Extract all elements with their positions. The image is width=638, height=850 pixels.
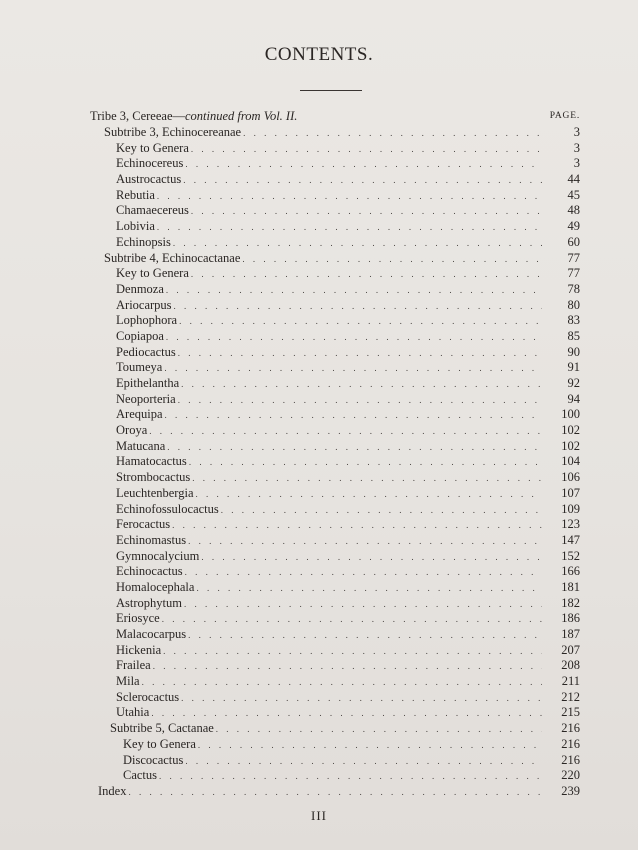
toc-entry-label: Hamatocactus bbox=[116, 454, 187, 469]
toc-entry-page: 3 bbox=[573, 125, 580, 139]
tribe-prefix: Tribe 3, Cereeae— bbox=[90, 109, 185, 123]
toc-entry-page: 77 bbox=[567, 250, 580, 265]
toc-entry bbox=[90, 627, 580, 643]
toc-entry bbox=[90, 235, 580, 251]
toc-entry-label: Oroya bbox=[116, 423, 148, 438]
toc-entry-label: Toumeya bbox=[116, 360, 163, 375]
dot-leader bbox=[174, 299, 542, 315]
toc-entry-page: 48 bbox=[567, 203, 580, 218]
toc-entry bbox=[90, 313, 580, 329]
toc-header bbox=[90, 109, 580, 125]
toc-entry-label: Austrocactus bbox=[116, 172, 182, 187]
toc-entry-page: 85 bbox=[567, 328, 580, 343]
toc-entry-page: 102 bbox=[561, 423, 580, 438]
dot-leader bbox=[184, 597, 542, 613]
dot-leader bbox=[185, 157, 542, 173]
dot-leader bbox=[183, 173, 542, 189]
toc-entry bbox=[90, 517, 580, 533]
toc-entry-page: 60 bbox=[567, 234, 580, 249]
dot-leader bbox=[166, 330, 542, 346]
dot-leader bbox=[196, 487, 542, 503]
dot-leader bbox=[192, 471, 542, 487]
dot-leader bbox=[191, 204, 542, 220]
toc-entry bbox=[90, 784, 580, 800]
toc-entry bbox=[90, 502, 580, 518]
title-rule bbox=[300, 90, 362, 91]
toc-entry-label: Rebutia bbox=[116, 187, 155, 202]
dot-leader bbox=[172, 518, 542, 534]
toc-entry bbox=[90, 721, 580, 737]
toc-entry bbox=[90, 737, 580, 753]
toc-entry-page: 212 bbox=[561, 689, 580, 704]
toc-entry bbox=[90, 392, 580, 408]
dot-leader bbox=[153, 659, 542, 675]
toc-entry-page: 92 bbox=[567, 376, 580, 390]
toc-entry-page: 107 bbox=[561, 485, 580, 500]
toc-entry-page: 186 bbox=[561, 611, 580, 626]
toc-entry-page: 80 bbox=[567, 297, 580, 312]
toc-entry bbox=[90, 753, 580, 769]
toc-entry-page: 220 bbox=[561, 768, 580, 783]
toc-entry-page: 215 bbox=[561, 705, 580, 720]
toc-entry bbox=[90, 439, 580, 455]
toc-entry bbox=[90, 564, 580, 580]
dot-leader bbox=[178, 346, 542, 362]
toc-entry bbox=[90, 407, 580, 423]
toc-entry bbox=[90, 705, 580, 721]
dot-leader bbox=[201, 550, 542, 566]
toc-list bbox=[90, 125, 580, 800]
dot-leader bbox=[191, 142, 542, 158]
toc-entry bbox=[90, 376, 580, 392]
toc-entry-page: 109 bbox=[561, 501, 580, 516]
toc-entry-page: 216 bbox=[561, 752, 580, 767]
toc-entry-label: Matucana bbox=[116, 438, 166, 453]
toc-entry-page: 211 bbox=[561, 674, 580, 689]
toc-entry-label: Cactus bbox=[123, 768, 158, 783]
dot-leader bbox=[157, 220, 542, 236]
toc-entry-label: Pediocactus bbox=[116, 344, 176, 359]
toc-entry-page: 106 bbox=[561, 470, 580, 485]
toc-entry bbox=[90, 329, 580, 345]
toc-entry-label: Chamaecereus bbox=[116, 203, 189, 218]
dot-leader bbox=[163, 644, 542, 660]
toc-entry-label: Utahia bbox=[116, 705, 150, 720]
toc-entry bbox=[90, 470, 580, 486]
toc-entry-label: Subtribe 4, Echinocactanae bbox=[104, 250, 241, 265]
toc-entry bbox=[90, 768, 580, 784]
toc-entry bbox=[90, 674, 580, 690]
dot-leader bbox=[162, 612, 542, 628]
page-folio: III bbox=[311, 808, 327, 823]
dot-leader bbox=[149, 424, 542, 440]
dot-leader bbox=[221, 503, 542, 519]
toc-entry bbox=[90, 658, 580, 674]
toc-entry-page: 104 bbox=[561, 454, 580, 469]
toc-entry-label: Echinocactus bbox=[116, 564, 183, 579]
toc-entry-label: Denmoza bbox=[116, 281, 164, 296]
toc-entry-label: Subtribe 3, Echinocereanae bbox=[104, 125, 242, 139]
dot-leader bbox=[165, 408, 542, 424]
toc-entry-label: Echinomastus bbox=[116, 532, 187, 547]
dot-leader bbox=[185, 565, 542, 581]
toc-entry-page: 239 bbox=[561, 783, 580, 798]
toc-entry-page: 181 bbox=[561, 579, 580, 594]
toc-entry-label: Lobivia bbox=[116, 219, 155, 234]
toc-entry-page: 83 bbox=[567, 313, 580, 328]
dot-leader bbox=[198, 738, 542, 754]
toc-entry-label: Arequipa bbox=[116, 407, 163, 422]
toc-entry bbox=[90, 188, 580, 204]
toc-entry-label: Astrophytum bbox=[116, 595, 182, 610]
dot-leader bbox=[242, 252, 542, 268]
toc-entry-page: 94 bbox=[567, 391, 580, 406]
toc-entry-label: Hickenia bbox=[116, 642, 162, 657]
dot-leader bbox=[181, 377, 542, 393]
dot-leader bbox=[196, 581, 542, 597]
dot-leader bbox=[185, 754, 542, 770]
toc-entry bbox=[90, 454, 580, 470]
toc-entry-label: Epithelantha bbox=[116, 376, 180, 390]
toc-entry bbox=[90, 219, 580, 235]
toc-entry bbox=[90, 298, 580, 314]
dot-leader bbox=[178, 393, 542, 409]
toc-entry-page: 152 bbox=[561, 548, 580, 563]
toc-entry-page: 91 bbox=[567, 360, 580, 375]
toc-entry-label: Key to Genera bbox=[116, 266, 189, 281]
dot-leader bbox=[216, 722, 542, 738]
toc-entry bbox=[90, 423, 580, 439]
dot-leader bbox=[157, 189, 542, 205]
toc-entry-label: Malacocarpus bbox=[116, 627, 187, 641]
dot-leader bbox=[164, 361, 542, 377]
toc-entry-label: Key to Genera bbox=[123, 736, 196, 751]
toc-entry-label: Homalocephala bbox=[116, 579, 195, 594]
toc-entry-label: Gymnocalycium bbox=[116, 548, 200, 563]
toc-entry-page: 216 bbox=[561, 736, 580, 751]
toc-entry-label: Lophophora bbox=[116, 313, 178, 328]
toc-entry bbox=[90, 141, 580, 157]
toc-entry bbox=[90, 549, 580, 565]
page-title: CONTENTS. bbox=[264, 44, 374, 65]
toc-entry bbox=[90, 203, 580, 219]
toc-entry bbox=[90, 580, 580, 596]
toc-entry-label: Index bbox=[98, 783, 127, 798]
toc-entry-label: Strombocactus bbox=[116, 470, 191, 485]
toc-entry-page: 123 bbox=[561, 517, 580, 532]
toc-entry-page: 207 bbox=[561, 642, 580, 657]
toc-entry bbox=[90, 533, 580, 549]
toc-entry-page: 3 bbox=[573, 156, 580, 171]
toc-entry-page: 166 bbox=[561, 564, 580, 579]
toc-entry-page: 182 bbox=[561, 595, 580, 610]
toc-entry-page: 100 bbox=[561, 407, 580, 422]
toc-entry bbox=[90, 266, 580, 282]
toc-entry-label: Subtribe 5, Cactanae bbox=[110, 721, 214, 736]
toc-entry-label: Echinofossulocactus bbox=[116, 501, 219, 516]
toc-entry-page: 90 bbox=[567, 344, 580, 359]
toc-entry-label: Ferocactus bbox=[116, 517, 171, 532]
toc-entry-label: Key to Genera bbox=[116, 140, 189, 155]
toc-entry-page: 3 bbox=[573, 140, 580, 155]
toc-entry-label: Neoporteria bbox=[116, 391, 176, 406]
page-column-label: PAGE. bbox=[549, 111, 580, 121]
dot-leader bbox=[128, 785, 542, 801]
toc-entry bbox=[90, 125, 580, 141]
toc-entry-label: Ariocarpus bbox=[116, 297, 172, 312]
dot-leader bbox=[151, 706, 542, 722]
toc-entry-page: 102 bbox=[561, 438, 580, 453]
toc-entry-page: 147 bbox=[561, 532, 580, 547]
toc-entry-page: 216 bbox=[561, 721, 580, 736]
dot-leader bbox=[166, 283, 542, 299]
toc-entry-page: 78 bbox=[567, 281, 580, 296]
dot-leader bbox=[191, 267, 542, 283]
dot-leader bbox=[142, 675, 542, 691]
toc-entry bbox=[90, 690, 580, 706]
dot-leader bbox=[167, 440, 542, 456]
toc-entry bbox=[90, 596, 580, 612]
toc-entry-page: 44 bbox=[567, 172, 580, 187]
tribe-line bbox=[90, 109, 297, 124]
toc-entry-label: Copiapoa bbox=[116, 328, 164, 343]
toc-entry-label: Echinocereus bbox=[116, 156, 184, 171]
dot-leader bbox=[188, 628, 542, 644]
toc-entry-page: 187 bbox=[561, 627, 580, 641]
toc-entry-page: 49 bbox=[567, 219, 580, 234]
dot-leader bbox=[188, 534, 542, 550]
toc-entry bbox=[90, 360, 580, 376]
toc-entry bbox=[90, 172, 580, 188]
toc-entry bbox=[90, 251, 580, 267]
dot-leader bbox=[181, 691, 542, 707]
toc-entry bbox=[90, 345, 580, 361]
toc-entry-label: Eriosyce bbox=[116, 611, 160, 626]
toc-entry-label: Leuchtenbergia bbox=[116, 485, 194, 500]
toc-entry-label: Sclerocactus bbox=[116, 689, 180, 704]
toc-entry bbox=[90, 156, 580, 172]
dot-leader bbox=[179, 314, 542, 330]
toc-entry bbox=[90, 486, 580, 502]
toc-entry-page: 45 bbox=[567, 187, 580, 202]
dot-leader bbox=[243, 126, 542, 142]
dot-leader bbox=[189, 455, 542, 471]
toc-entry-label: Discocactus bbox=[123, 752, 184, 767]
toc-entry bbox=[90, 282, 580, 298]
toc-entry bbox=[90, 643, 580, 659]
toc-entry-page: 77 bbox=[567, 266, 580, 281]
toc-entry-label: Echinopsis bbox=[116, 234, 171, 249]
toc-entry-page: 208 bbox=[561, 658, 580, 673]
tribe-continued-note: continued from Vol. II. bbox=[185, 109, 298, 123]
dot-leader bbox=[159, 769, 542, 785]
toc-entry-label: Frailea bbox=[116, 658, 151, 673]
dot-leader bbox=[173, 236, 542, 252]
toc-entry bbox=[90, 611, 580, 627]
toc-entry-label: Mila bbox=[116, 674, 140, 689]
